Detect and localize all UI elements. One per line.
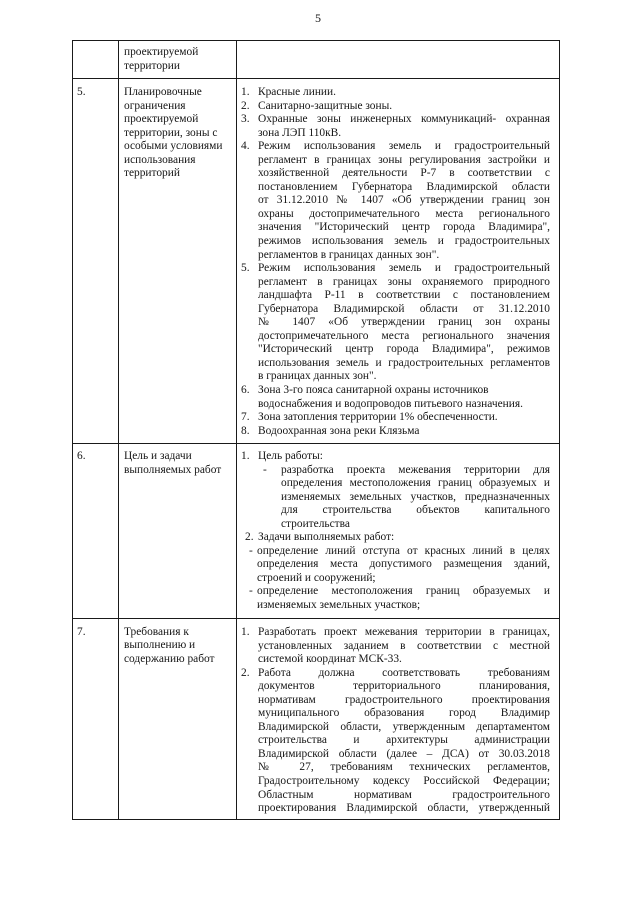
text-line: Охранные зоны инженерных коммуникаций- охранная (258, 113, 550, 126)
list-marker: 3. (241, 113, 250, 126)
text-line: изменяемых земельных участков, предназначенных (281, 490, 550, 503)
list-marker: 2. (245, 531, 254, 544)
row-title-line: Планировочные (124, 86, 202, 98)
row-title-line: выполняемых работ (124, 463, 222, 476)
list-marker: 1. (241, 450, 250, 462)
row-title-line: ограничения (124, 99, 186, 112)
text-line: Владимирской области, утвержденным департаментом (258, 720, 550, 733)
list-item (236, 531, 550, 545)
list-item (236, 86, 550, 100)
text-line: достопримечательного места регионального значения (258, 329, 550, 342)
row-title (124, 46, 234, 73)
row-title-line: территорий (124, 167, 180, 180)
text-line: установленных заданием в соответствии с местной (258, 639, 550, 652)
text-line: Зона затопления территории 1% обеспеченности. (258, 411, 498, 424)
text-line: "Исторический центр города Владимира", режимов (258, 343, 550, 356)
text-line: Градостроительному кодексу Российской Федерации; (258, 775, 550, 788)
text-line: строительства и архитектуры администрации (258, 734, 550, 747)
text-line: значения "Исторический центр города Владимира", (258, 221, 550, 234)
list-marker: - (263, 463, 267, 476)
text-line: постановлением Губернатора Владимирской области (258, 180, 550, 193)
row-title-line: территории (124, 59, 180, 72)
text-line: охраны достопримечательного места регионального (258, 207, 550, 220)
text-line: от 31.12.2010 № 1407 «Об утверждении границ зон (258, 194, 550, 207)
row-number: 7. (77, 625, 86, 638)
list-marker: 5. (241, 262, 250, 275)
row-title-line: использования (124, 153, 196, 166)
list-marker: - (249, 544, 253, 557)
list-item (236, 140, 550, 262)
text-line: зона ЛЭП 110кВ. (258, 126, 342, 139)
text-line: Режим использования земель и градостроительный (258, 140, 550, 153)
list-item (236, 450, 550, 464)
text-line: Задачи выполняемых работ: (258, 531, 395, 544)
text-line: определение местоположения границ образуемых и (257, 585, 550, 598)
row-title (124, 626, 234, 667)
row-divider (73, 443, 559, 444)
row-title-line: содержанию работ (124, 652, 215, 665)
list-item (236, 626, 550, 667)
row-content (236, 86, 560, 438)
text-line: строений и сооружений; (257, 571, 376, 584)
text-line: режимов использования земель и градостроительных (258, 235, 550, 248)
text-line: Губернатора Владимирской области от 31.12.2010 (258, 302, 550, 315)
text-line: Цель работы: (258, 450, 323, 462)
row-content (236, 626, 560, 816)
list-item (236, 545, 550, 586)
row-title-line: Цель и задачи (124, 450, 192, 462)
list-item (236, 667, 550, 816)
column-divider (118, 41, 119, 819)
row-title-line: территории, зоны с (124, 126, 218, 139)
list-item (236, 100, 550, 114)
text-line: для строительства объектов капитального (281, 504, 550, 517)
row-title (124, 86, 234, 181)
text-line: регламентов в границах данных зон". (258, 248, 440, 261)
list-marker: 4. (241, 140, 250, 153)
list-marker: 2. (241, 666, 250, 679)
text-line: Режим использования земель и градостроительный (258, 262, 550, 275)
list-marker: 1. (241, 86, 250, 98)
text-line: разработка проекта межевания территории для (281, 463, 550, 476)
row-number: 5. (77, 86, 86, 98)
text-line: Разработать проект межевания территории в границах, (258, 626, 550, 638)
list-item (236, 464, 550, 532)
text-line: системой координат МСК-33. (258, 653, 402, 666)
list-marker: 1. (241, 626, 250, 638)
text-line: Областным нормативам градостроительного (258, 788, 550, 801)
row-title-line: особыми условиями (124, 140, 223, 153)
text-line: документов территориального планирования, (258, 680, 550, 693)
text-line: муниципального образования город Владимир (258, 707, 550, 720)
text-line: определения местоположения границ образуемых и (281, 477, 550, 490)
row-content (236, 450, 560, 613)
text-line: Санитарно-защитные зоны. (258, 99, 393, 112)
text-line: нормативам градостроительного проектирования (258, 693, 550, 706)
list-item (236, 384, 550, 411)
text-line: определение линий отступа от красных линий в целях (257, 544, 550, 557)
text-line: использования земель и градостроительных регламентов (258, 356, 550, 369)
text-line: изменяемых земельных участков; (257, 599, 421, 612)
row-divider (73, 78, 559, 79)
list-marker: 7. (241, 411, 250, 424)
text-line: водоснабжения и водопроводов питьевого назначения. (258, 397, 523, 410)
list-item (236, 425, 550, 439)
list-marker: 6. (241, 384, 250, 397)
text-line: проектирования Владимирской области, утвержденный (258, 802, 550, 815)
text-line: Владимирской области (далее – ДСА) от 30.03.2018 (258, 747, 550, 760)
text-line: Водоохранная зона реки Клязьма (258, 424, 420, 437)
page-number: 5 (315, 11, 321, 25)
row-title-line: проектируемой (124, 113, 199, 126)
text-line: хозяйственной деятельности Р-7 в соответствии с (258, 167, 550, 180)
row-title-line: Требования к (124, 625, 189, 638)
row-divider (73, 618, 559, 619)
list-item (236, 585, 550, 612)
list-marker: 2. (241, 99, 250, 112)
row-title-line: проектируемой (124, 46, 199, 58)
text-line: № 1407 «Об утверждении границ зон охраны (258, 316, 550, 329)
row-number: 6. (77, 450, 86, 462)
text-line: Зона 3-го пояса санитарной охраны источников (258, 384, 489, 397)
text-line: Красные линии. (258, 86, 336, 98)
list-item (236, 411, 550, 425)
text-line: определения места допустимого размещения зданий, (257, 558, 550, 571)
text-line: регламент в границах зоны охраняемого природного (258, 275, 550, 288)
text-line: в границах данных зон". (258, 370, 377, 383)
row-title (124, 450, 234, 477)
text-line: строительства (281, 517, 350, 530)
text-line: ландшафта Р-11 в соответствии с постановлением (258, 289, 550, 302)
text-line: № 27, требованиям технических регламентов, (258, 761, 550, 774)
list-item (236, 113, 550, 140)
list-item (236, 262, 550, 384)
list-marker: 8. (241, 424, 250, 437)
row-title-line: выполнению и (124, 639, 196, 652)
text-line: Работа должна соответствовать требованиям (258, 666, 550, 679)
text-line: регламент в границах зоны регулирования застройки и (258, 153, 550, 166)
list-marker: - (249, 585, 253, 598)
